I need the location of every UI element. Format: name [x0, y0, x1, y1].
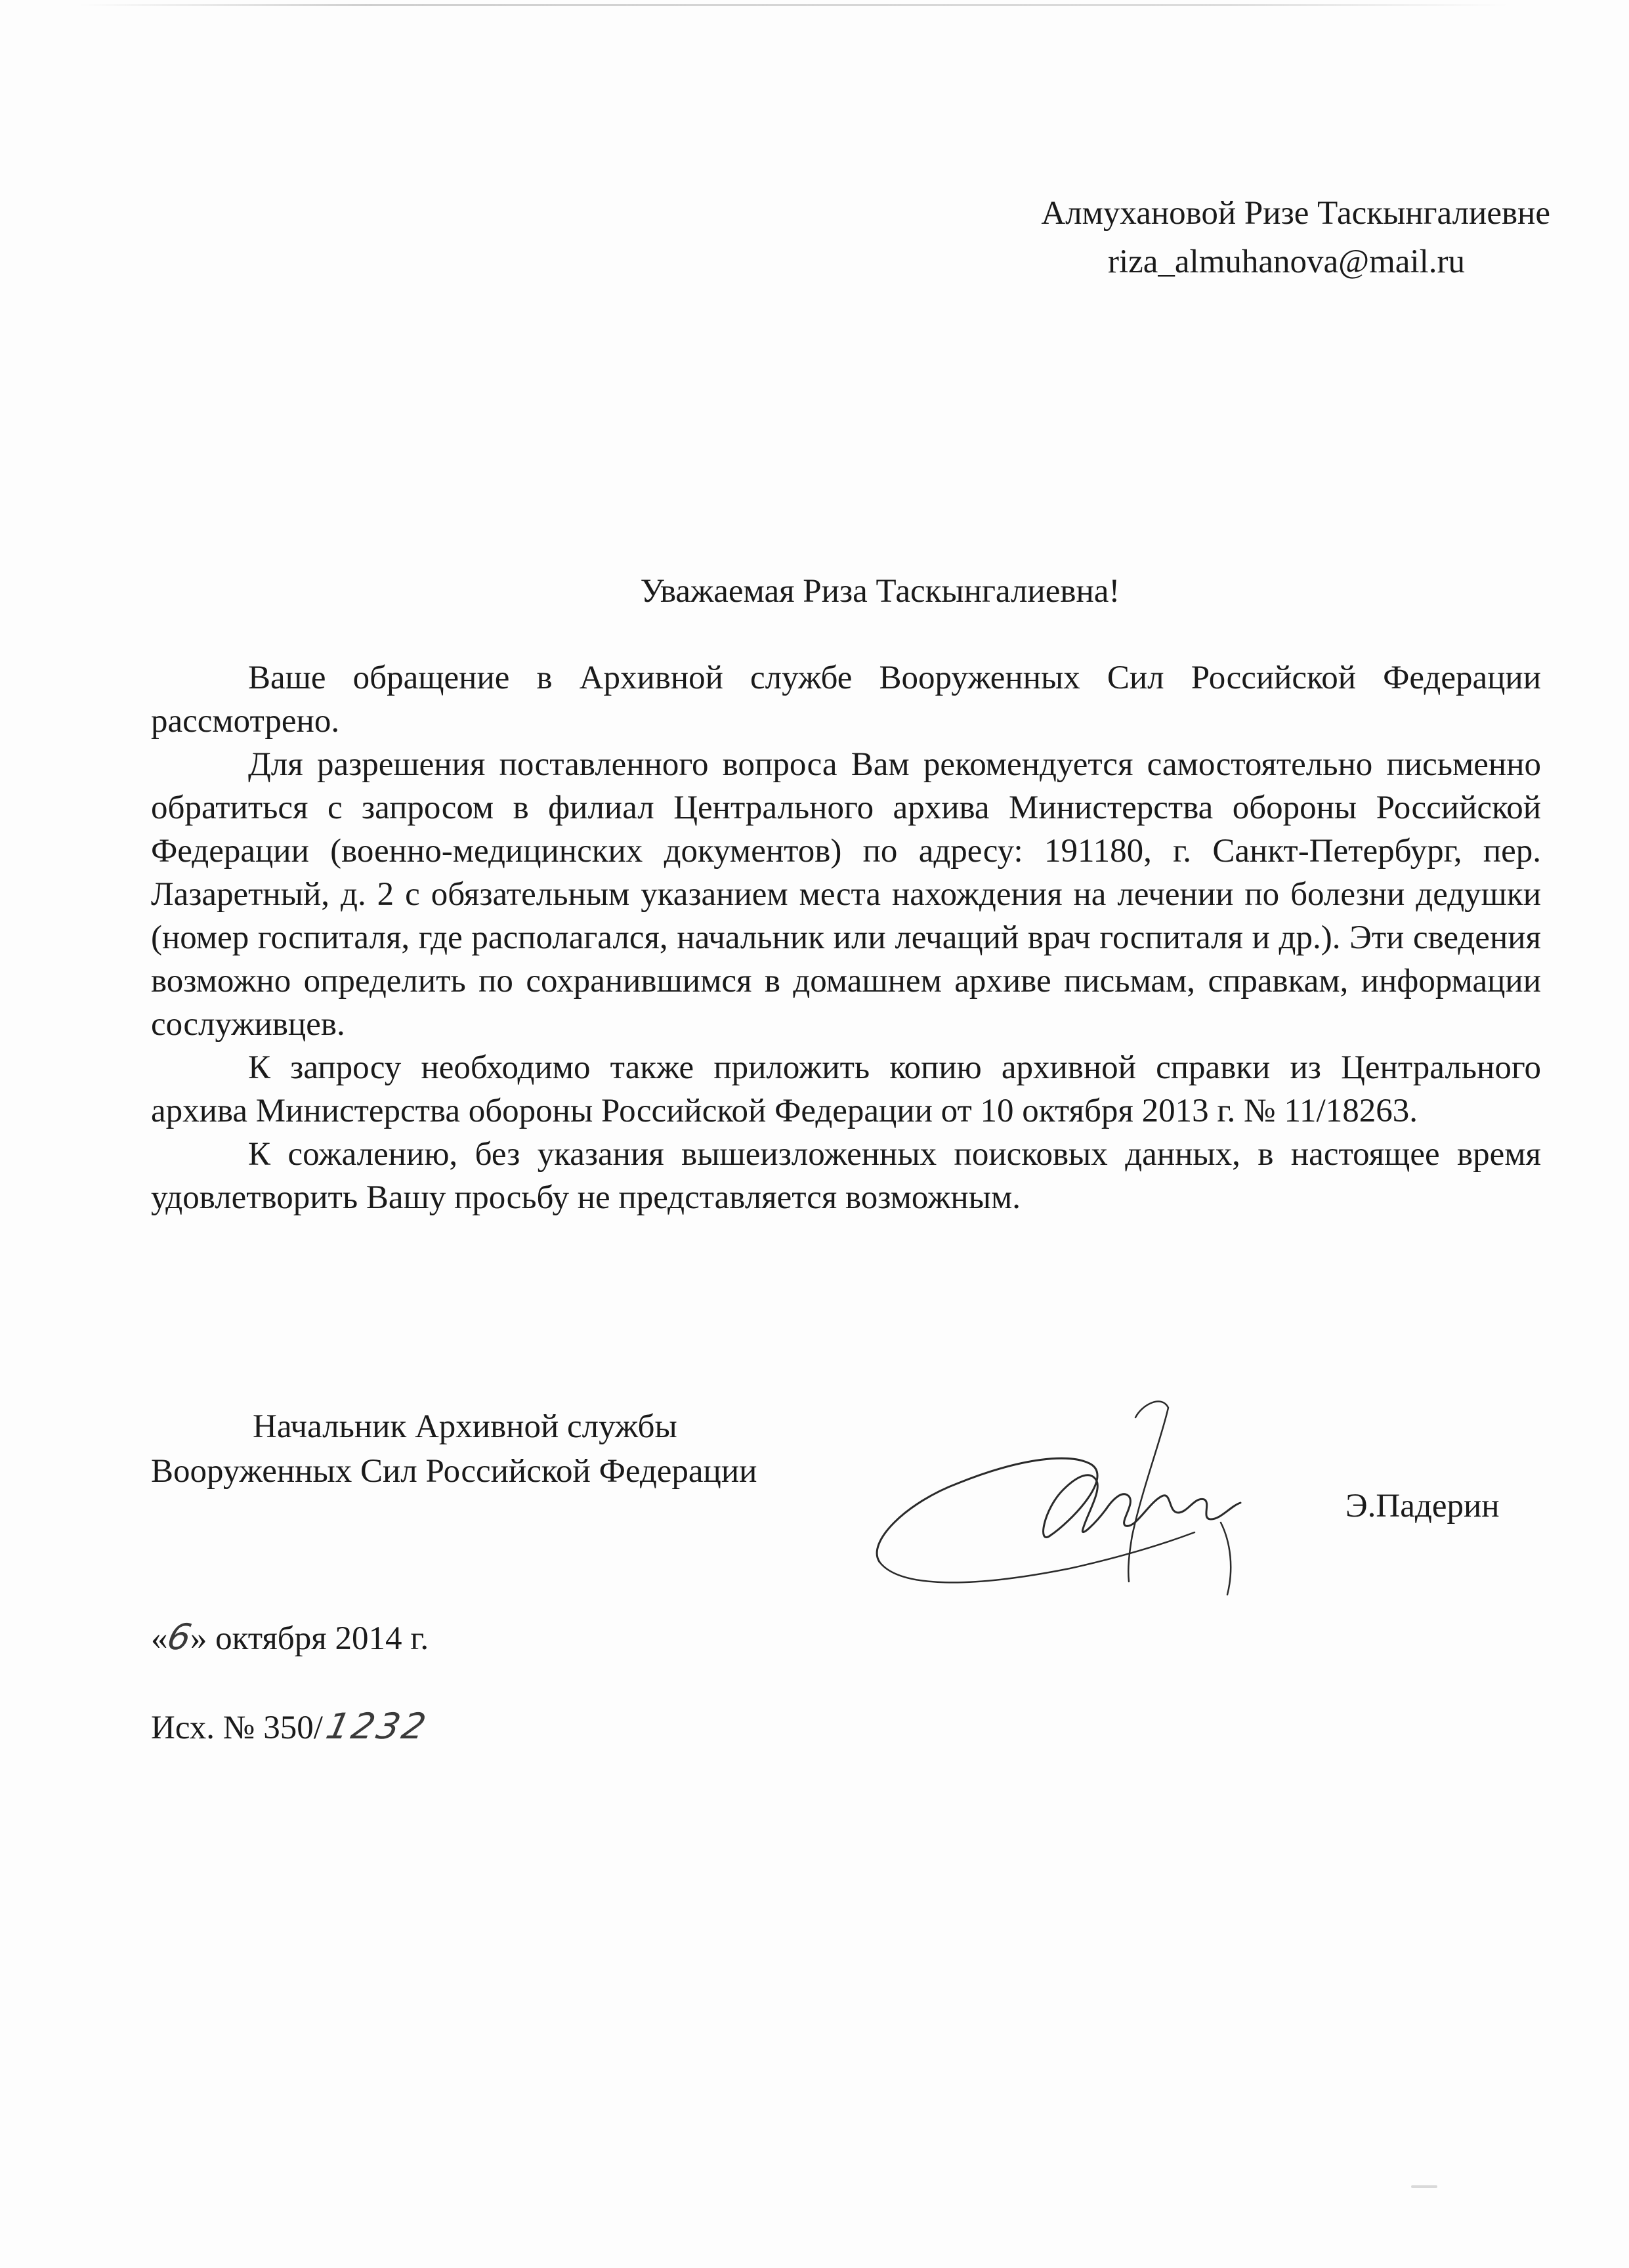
signer-title-line1: Начальник Архивной службы	[253, 1408, 677, 1445]
signer-name: Э.Падерин	[1345, 1488, 1500, 1524]
signer-title-line2: Вооруженных Сил Российской Федерации	[151, 1453, 757, 1490]
reference-prefix: Исх. № 350/	[151, 1710, 323, 1746]
salutation: Уважаемая Риза Таскынгалиевна!	[640, 573, 1120, 610]
letter-body	[151, 656, 1541, 1219]
signer-title	[151, 1404, 757, 1494]
addressee-name: Алмухановой Ризе Таскынгалиевне	[1041, 195, 1550, 232]
paragraph-2: Для разрешения поставленного вопроса Вам рекомендуется самостоятельно письменно обратиться с запросом в филиал Центрального архива Министерства обороны Российской Федерации (военно-медицинских документов) по адресу: 191180, г. Санкт-Петербург, пер. Лазаретный, д. 2 с обязательным указанием места нахождения на лечении по болезни дедушки (номер госпиталя, где располагался, начальник или лечащий врач госпиталя и др.). Эти сведения возможно определить по сохранившимся в домашнем архиве письмам, справкам, информации сослуживцев.	[151, 746, 1541, 1043]
scan-edge	[79, 4, 1510, 6]
reference-number-handwritten: 1232	[322, 1706, 433, 1747]
date-open-quote: «	[151, 1620, 168, 1657]
addressee-block	[828, 189, 1550, 286]
date-day-handwritten: 6	[163, 1616, 195, 1658]
addressee-email: riza_almuhanova@mail.ru	[1107, 243, 1465, 280]
paragraph-4: К сожалению, без указания вышеизложенных поисковых данных, в настоящее время удовлетворить Вашу просьбу не представляется возможным.	[151, 1136, 1541, 1216]
paragraph-3: К запросу необходимо также приложить копию архивной справки из Центрального архива Министерства обороны Российской Федерации от 10 октября 2013 г. № 11/18263.	[151, 1049, 1541, 1129]
handwritten-signature	[853, 1391, 1273, 1608]
outgoing-reference	[151, 1705, 433, 1750]
date-close-quote: »	[190, 1620, 207, 1657]
letter-date	[151, 1616, 429, 1660]
scan-speck	[1411, 2185, 1437, 2188]
paragraph-1: Ваше обращение в Архивной службе Вооруженных Сил Российской Федерации рассмотрено.	[151, 660, 1541, 740]
date-month-year: октября 2014 г.	[207, 1620, 429, 1657]
